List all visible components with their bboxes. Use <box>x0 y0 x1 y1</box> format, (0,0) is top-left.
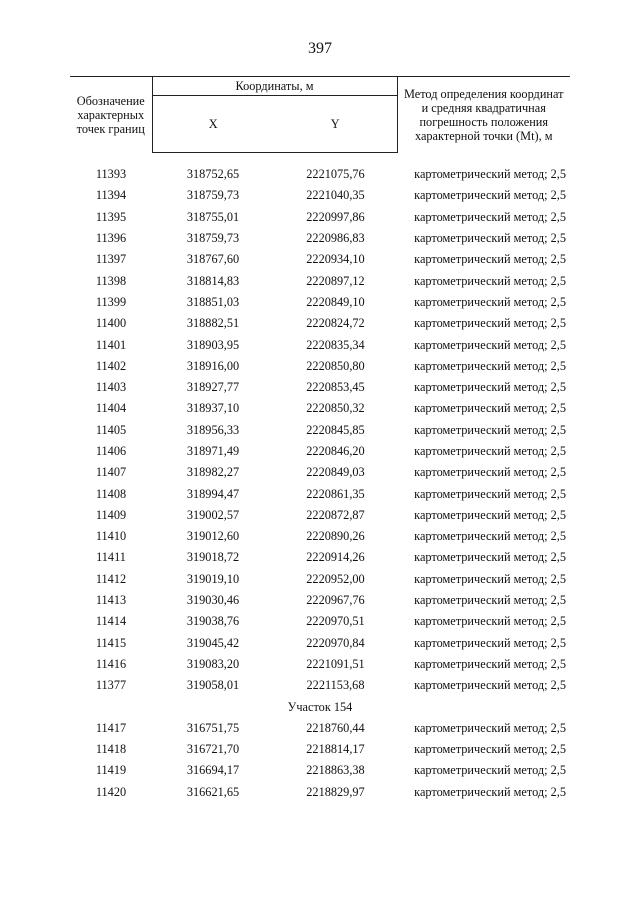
table-row <box>70 334 570 355</box>
x-cell: 318767,60 <box>186 252 240 267</box>
method-cell: картометрический метод; 2,5 <box>414 550 566 565</box>
point-id-cell: 11420 <box>95 784 127 799</box>
point-id-cell: 11399 <box>95 294 127 309</box>
method-cell: картометрический метод; 2,5 <box>414 422 566 437</box>
table-row <box>70 462 570 483</box>
method-cell: картометрический метод; 2,5 <box>414 380 566 395</box>
y-cell: 2220850,80 <box>306 358 365 373</box>
point-id-cell: 11412 <box>95 571 127 586</box>
point-id-cell: 11403 <box>95 380 127 395</box>
method-cell: картометрический метод; 2,5 <box>414 252 566 267</box>
x-cell: 319030,46 <box>186 593 240 608</box>
table-row <box>70 292 570 313</box>
coordinates-table <box>70 76 570 803</box>
x-cell: 318814,83 <box>186 273 240 288</box>
x-cell: 319058,01 <box>186 678 240 693</box>
y-cell: 2220849,10 <box>306 294 365 309</box>
y-cell: 2220824,72 <box>306 316 365 331</box>
table-row <box>70 505 570 526</box>
point-id-cell: 11410 <box>95 529 127 544</box>
point-id-cell: 11416 <box>95 656 127 671</box>
table-row <box>70 356 570 377</box>
y-cell: 2220850,32 <box>306 401 365 416</box>
point-id-cell: 11402 <box>95 358 127 373</box>
table-row <box>70 377 570 398</box>
method-cell: картометрический метод; 2,5 <box>414 209 566 224</box>
point-id-cell: 11401 <box>95 337 127 352</box>
x-cell: 319018,72 <box>186 550 240 565</box>
x-cell: 316751,75 <box>186 720 240 735</box>
method-cell: картометрический метод; 2,5 <box>414 656 566 671</box>
x-cell: 318994,47 <box>186 486 240 501</box>
point-id-cell: 11414 <box>95 614 127 629</box>
table-row <box>70 185 570 206</box>
table-header <box>70 77 570 153</box>
method-cell: картометрический метод; 2,5 <box>414 337 566 352</box>
table-row <box>70 718 570 739</box>
method-cell: картометрический метод; 2,5 <box>414 529 566 544</box>
x-cell: 318851,03 <box>186 294 240 309</box>
y-cell: 2220897,12 <box>306 273 365 288</box>
point-id-cell: 11377 <box>95 678 127 693</box>
point-id-cell: 11393 <box>95 167 127 182</box>
x-cell: 316694,17 <box>186 763 240 778</box>
header-coordinates: Координаты, м <box>152 77 397 96</box>
x-cell: 319045,42 <box>186 635 240 650</box>
table-row <box>70 164 570 185</box>
method-cell: картометрический метод; 2,5 <box>414 593 566 608</box>
section-label: Участок 154 <box>287 699 353 714</box>
table-row <box>70 760 570 781</box>
x-cell: 318759,73 <box>186 188 240 203</box>
table-row <box>70 526 570 547</box>
method-cell: картометрический метод; 2,5 <box>414 188 566 203</box>
method-cell: картометрический метод; 2,5 <box>414 614 566 629</box>
header-spacer <box>70 153 570 165</box>
y-cell: 2220997,86 <box>306 209 365 224</box>
point-id-cell: 11413 <box>95 593 127 608</box>
y-cell: 2218829,97 <box>306 784 365 799</box>
x-cell: 319083,20 <box>186 656 240 671</box>
table-row <box>70 441 570 462</box>
table-row <box>70 675 570 696</box>
table-row <box>70 270 570 291</box>
method-cell: картометрический метод; 2,5 <box>414 231 566 246</box>
y-cell: 2220849,03 <box>306 465 365 480</box>
y-cell: 2218863,38 <box>306 763 365 778</box>
y-cell: 2220934,10 <box>306 252 365 267</box>
x-cell: 316721,70 <box>186 742 240 757</box>
point-id-cell: 11394 <box>95 188 127 203</box>
table-row <box>70 590 570 611</box>
table-row <box>70 782 570 803</box>
point-id-cell: 11405 <box>95 422 127 437</box>
point-id-cell: 11409 <box>95 507 127 522</box>
x-cell: 319012,60 <box>186 529 240 544</box>
method-cell: картометрический метод; 2,5 <box>414 273 566 288</box>
point-id-cell: 11411 <box>96 550 126 565</box>
x-cell: 318916,00 <box>186 358 240 373</box>
y-cell: 2220835,34 <box>306 337 365 352</box>
point-id-cell: 11395 <box>95 209 127 224</box>
header-designation: Обозначение характерных точек границ <box>70 77 152 153</box>
y-cell: 2220861,35 <box>306 486 365 501</box>
point-id-cell: 11404 <box>95 401 127 416</box>
y-cell: 2220986,83 <box>306 231 365 246</box>
x-cell: 319002,57 <box>186 507 240 522</box>
table-body <box>70 153 570 803</box>
method-cell: картометрический метод; 2,5 <box>414 742 566 757</box>
point-id-cell: 11396 <box>95 231 127 246</box>
table-row <box>70 228 570 249</box>
x-cell: 318982,27 <box>186 465 240 480</box>
method-cell: картометрический метод; 2,5 <box>414 507 566 522</box>
method-cell: картометрический метод; 2,5 <box>414 401 566 416</box>
table-row <box>70 249 570 270</box>
method-cell: картометрический метод; 2,5 <box>414 316 566 331</box>
y-cell: 2218814,17 <box>306 742 365 757</box>
x-cell: 316621,65 <box>186 784 240 799</box>
method-cell: картометрический метод; 2,5 <box>414 635 566 650</box>
y-cell: 2221091,51 <box>306 656 365 671</box>
method-cell: картометрический метод; 2,5 <box>414 465 566 480</box>
y-cell: 2220914,26 <box>306 550 365 565</box>
x-cell: 318752,65 <box>186 167 240 182</box>
method-cell: картометрический метод; 2,5 <box>414 678 566 693</box>
table-row <box>70 398 570 419</box>
y-cell: 2221040,35 <box>306 188 365 203</box>
table-row <box>70 207 570 228</box>
method-cell: картометрический метод; 2,5 <box>414 486 566 501</box>
x-cell: 318956,33 <box>186 422 240 437</box>
point-id-cell: 11407 <box>95 465 127 480</box>
y-cell: 2218760,44 <box>306 720 365 735</box>
table-row <box>70 569 570 590</box>
table-row <box>70 611 570 632</box>
y-cell: 2221153,68 <box>306 678 365 693</box>
method-cell: картометрический метод; 2,5 <box>414 784 566 799</box>
y-cell: 2221075,76 <box>306 167 365 182</box>
section-row <box>70 696 570 717</box>
point-id-cell: 11415 <box>95 635 127 650</box>
y-cell: 2220890,26 <box>306 529 365 544</box>
point-id-cell: 11397 <box>95 252 127 267</box>
x-cell: 318937,10 <box>186 401 240 416</box>
point-id-cell: 11400 <box>95 316 127 331</box>
x-cell: 318759,73 <box>186 231 240 246</box>
x-cell: 318903,95 <box>186 337 240 352</box>
method-cell: картометрический метод; 2,5 <box>414 720 566 735</box>
y-cell: 2220845,85 <box>306 422 365 437</box>
table-row <box>70 633 570 654</box>
method-cell: картометрический метод; 2,5 <box>414 763 566 778</box>
y-cell: 2220952,00 <box>306 571 365 586</box>
y-cell: 2220967,76 <box>306 593 365 608</box>
y-cell: 2220853,45 <box>306 380 365 395</box>
table-row <box>70 547 570 568</box>
table-row <box>70 654 570 675</box>
method-cell: картометрический метод; 2,5 <box>414 444 566 458</box>
point-id-cell: 11417 <box>95 720 127 735</box>
x-cell: 318927,77 <box>186 380 240 395</box>
x-cell: 318755,01 <box>186 209 240 224</box>
x-cell: 319019,10 <box>186 571 240 586</box>
method-cell: картометрический метод; 2,5 <box>414 571 566 586</box>
y-cell: 2220846,20 <box>306 444 365 458</box>
method-cell: картометрический метод; 2,5 <box>414 294 566 309</box>
method-cell: картометрический метод; 2,5 <box>414 358 566 373</box>
header-y: Y <box>274 96 397 153</box>
table-row <box>70 420 570 441</box>
x-cell: 318882,51 <box>186 316 240 331</box>
x-cell: 318971,49 <box>186 444 240 458</box>
method-cell: картометрический метод; 2,5 <box>414 167 566 182</box>
point-id-cell: 11419 <box>95 763 127 778</box>
point-id-cell: 11398 <box>95 273 127 288</box>
header-x: X <box>152 96 274 153</box>
table-row <box>70 483 570 504</box>
point-id-cell: 11408 <box>95 486 127 501</box>
page-number: 397 <box>308 40 332 57</box>
point-id-cell: 11418 <box>95 742 127 757</box>
x-cell: 319038,76 <box>186 614 240 629</box>
point-id-cell: 11406 <box>95 444 127 458</box>
table-row <box>70 739 570 760</box>
y-cell: 2220872,87 <box>306 507 365 522</box>
header-method: Метод определения координат и средняя квадратичная погрешность положения характерной точки (Mt), м <box>397 77 570 153</box>
table-row <box>70 313 570 334</box>
y-cell: 2220970,84 <box>306 635 365 650</box>
y-cell: 2220970,51 <box>306 614 365 629</box>
